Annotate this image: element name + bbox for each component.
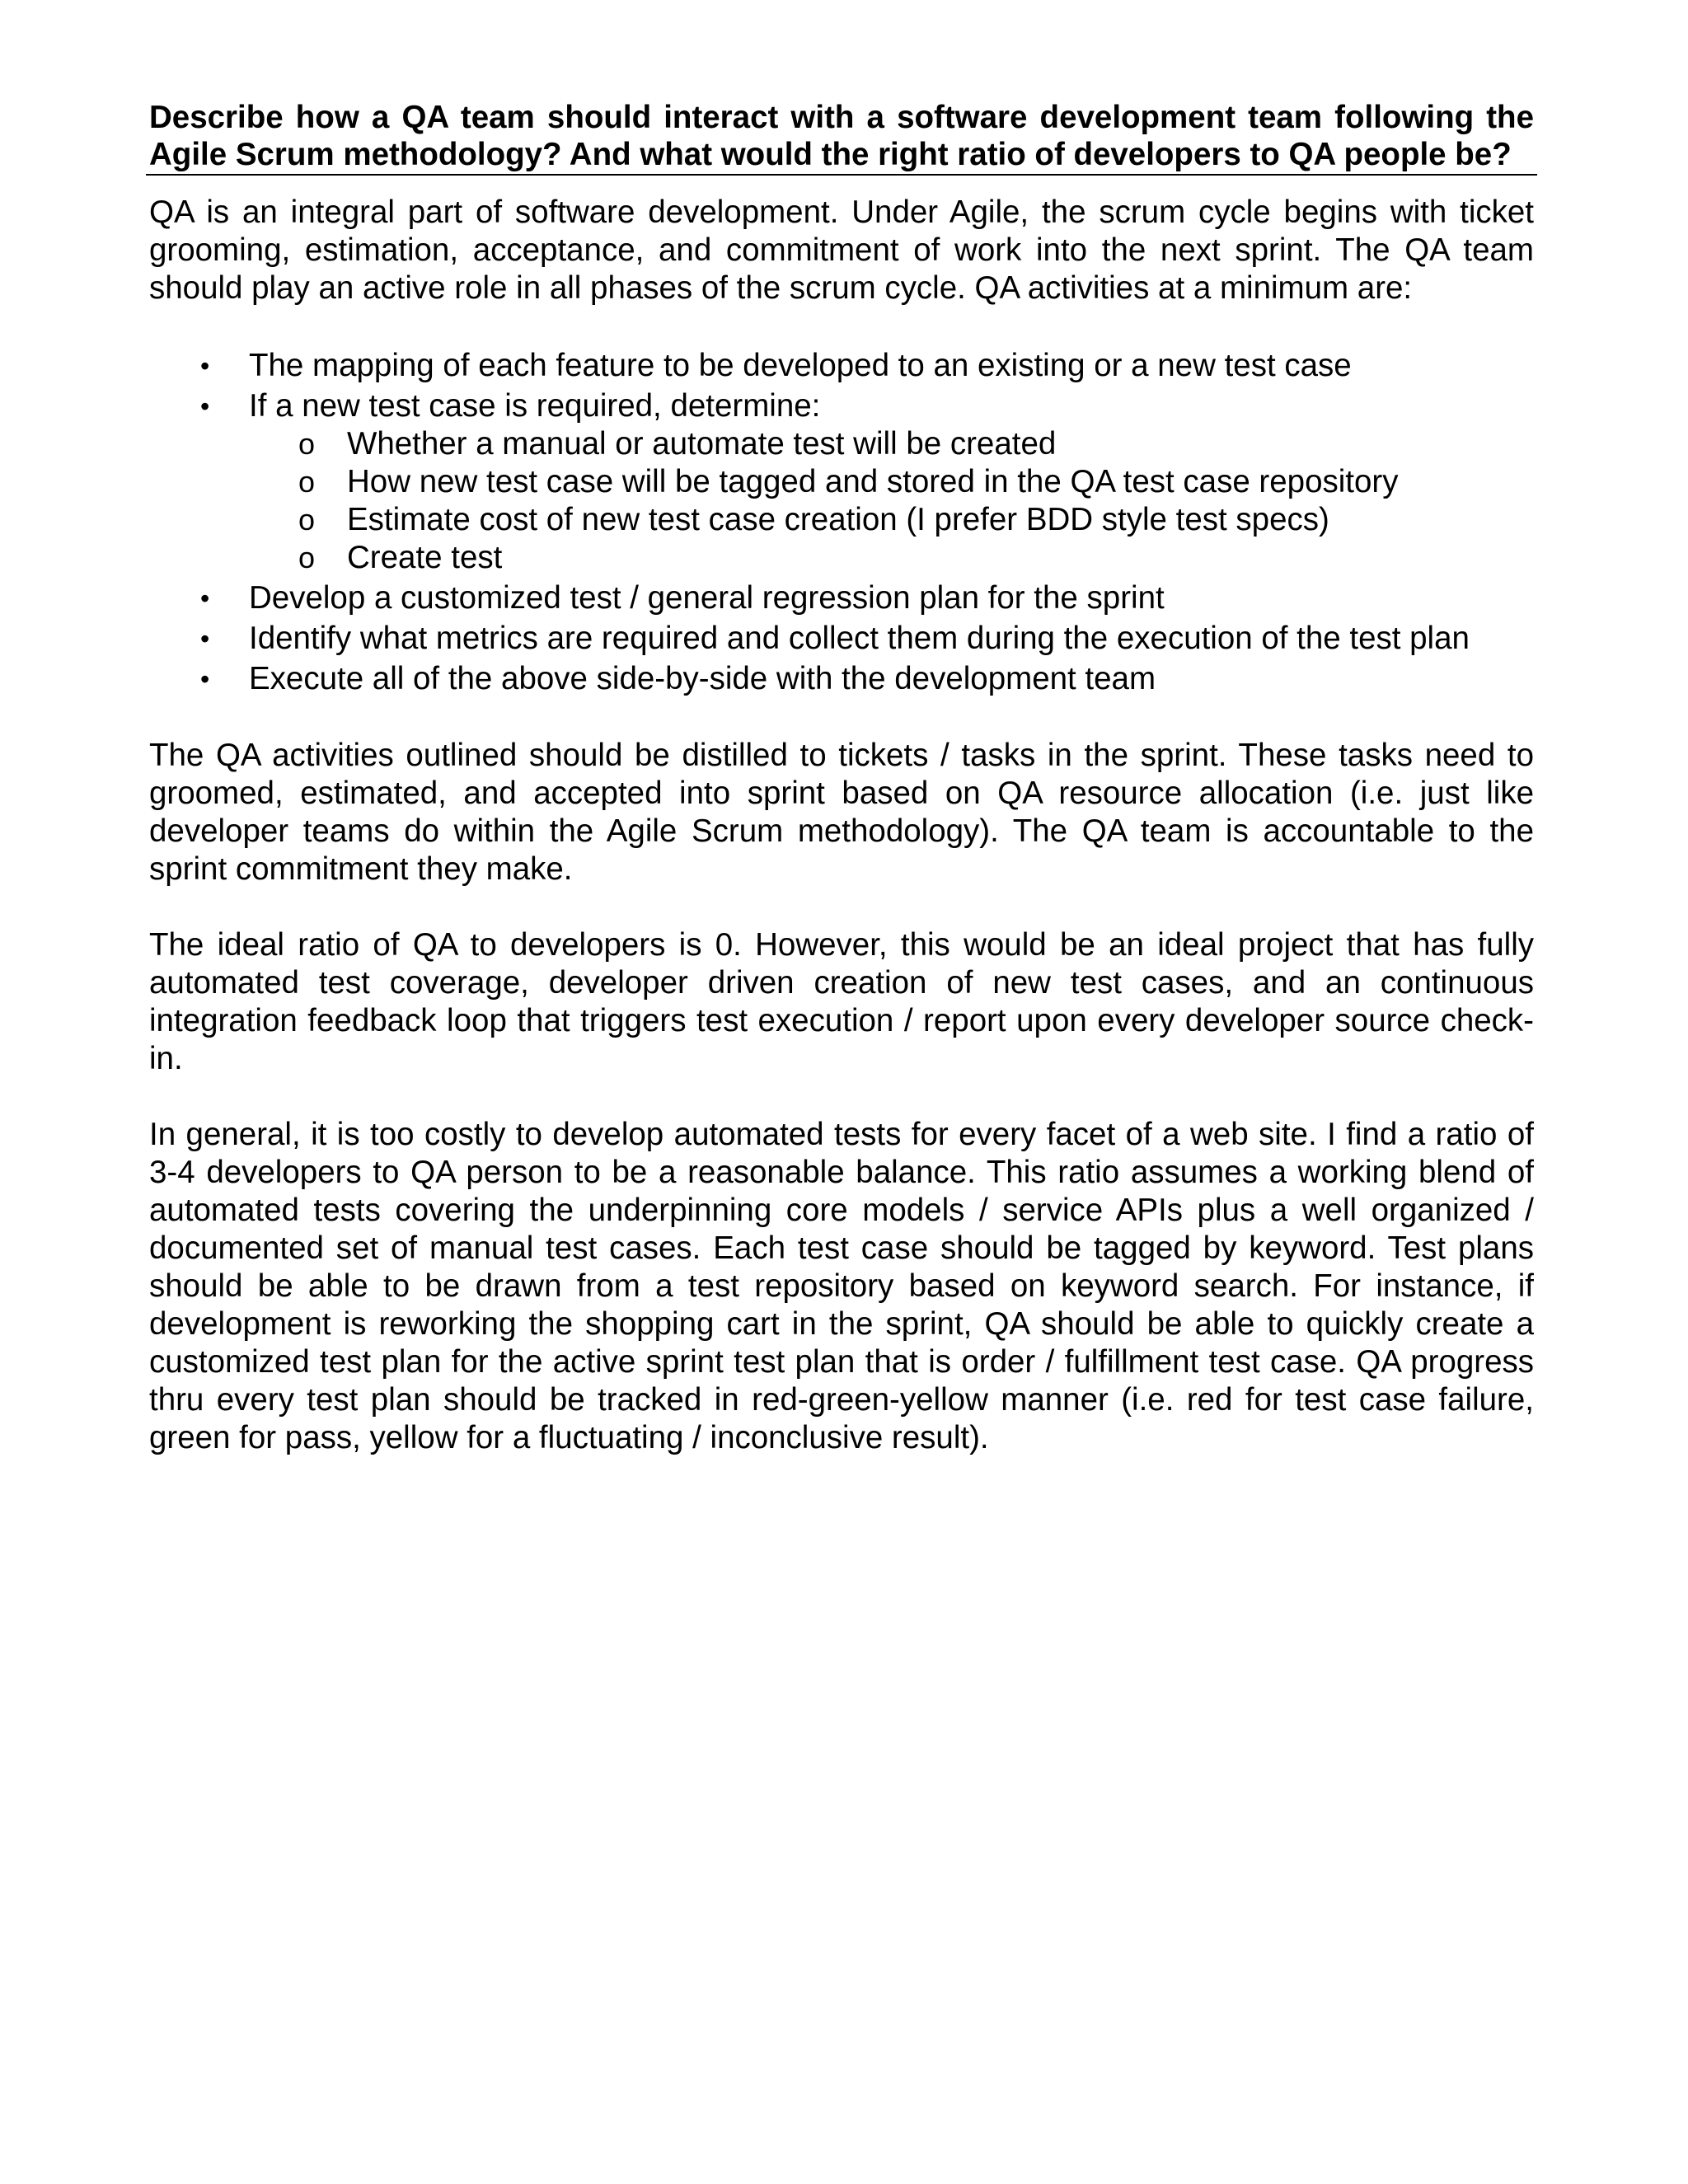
sub-list-item bbox=[149, 539, 1534, 577]
list-item bbox=[149, 660, 1534, 698]
paragraph-ideal-ratio: The ideal ratio of QA to developers is 0. However, this would be an ideal project that has fully automated test coverage, developer driven creation of new test cases, and an continuous integration feedback loop that triggers test execution / report upon every developer source check-in. bbox=[149, 927, 1534, 1076]
question-heading: Describe how a QA team should interact with a software development team following the Agile Scrum methodology? And what would the right ratio of developers to QA people be? bbox=[146, 99, 1537, 176]
list-item-text: Develop a customized test / general regression plan for the sprint bbox=[249, 580, 1165, 616]
bullet-icon: • bbox=[200, 624, 210, 654]
bullet-icon: • bbox=[200, 583, 210, 613]
paragraph-general-ratio: In general, it is too costly to develop automated tests for every facet of a web site. I find a ratio of 3-4 developers to QA person to be a reasonable balance. This ratio assumes a working blend of automated tests covering the underpinning core models / service APIs plus a well organized / documented set of manual test cases. Each test case should be tagged by keyword. Test plans should be able to be drawn from a test repository based on keyword search. For instance, if development is reworking the shopping cart in the sprint, QA should be able to quickly create a customized test plan for the active sprint test plan that is order / fulfillment test case. QA progress thru every test plan should be tracked in red-green-yellow manner (i.e. red for test case failure, green for pass, yellow for a fluctuating / inconclusive result). bbox=[149, 1117, 1534, 1455]
list-item bbox=[149, 579, 1534, 617]
new-test-case-sublist bbox=[149, 425, 1534, 577]
sub-list-item bbox=[149, 463, 1534, 501]
sub-bullet-icon: o bbox=[298, 541, 316, 574]
list-item bbox=[149, 387, 1534, 577]
sub-list-item bbox=[149, 425, 1534, 463]
sub-bullet-icon: o bbox=[298, 465, 316, 499]
sub-list-item-text: How new test case will be tagged and stored in the QA test case repository bbox=[347, 464, 1399, 499]
list-item-text: The mapping of each feature to be developed to an existing or a new test case bbox=[249, 348, 1352, 383]
bullet-icon: • bbox=[200, 664, 210, 694]
paragraph-intro: QA is an integral part of software development. Under Agile, the scrum cycle begins with ticket grooming, estimation, acceptance, and commitment of work into the next sprint. The QA team should play an active role in all phases of the scrum cycle. QA activities at a minimum are: bbox=[149, 194, 1534, 306]
sub-list-item-text: Estimate cost of new test case creation (I prefer BDD style test specs) bbox=[347, 502, 1329, 537]
sub-list-item bbox=[149, 501, 1534, 539]
bullet-icon: • bbox=[200, 351, 210, 381]
list-item bbox=[149, 347, 1534, 385]
list-item bbox=[149, 620, 1534, 658]
sub-bullet-icon: o bbox=[298, 503, 316, 537]
document-page bbox=[149, 99, 1534, 1457]
sub-bullet-icon: o bbox=[298, 427, 316, 461]
qa-activities-list bbox=[149, 347, 1534, 698]
list-item-text: Execute all of the above side-by-side with the development team bbox=[249, 661, 1156, 696]
bullet-icon: • bbox=[200, 391, 210, 421]
list-item-text: If a new test case is required, determine: bbox=[249, 388, 821, 424]
sub-list-item-text: Whether a manual or automate test will be created bbox=[347, 426, 1057, 462]
paragraph-tasks: The QA activities outlined should be distilled to tickets / tasks in the sprint. These tasks need to groomed, estimated, and accepted into sprint based on QA resource allocation (i.e. just like developer teams do within the Agile Scrum methodology). The QA team is accountable to the sprint commitment they make. bbox=[149, 738, 1534, 887]
sub-list-item-text: Create test bbox=[347, 540, 503, 575]
list-item-text: Identify what metrics are required and collect them during the execution of the test plan bbox=[249, 621, 1470, 656]
